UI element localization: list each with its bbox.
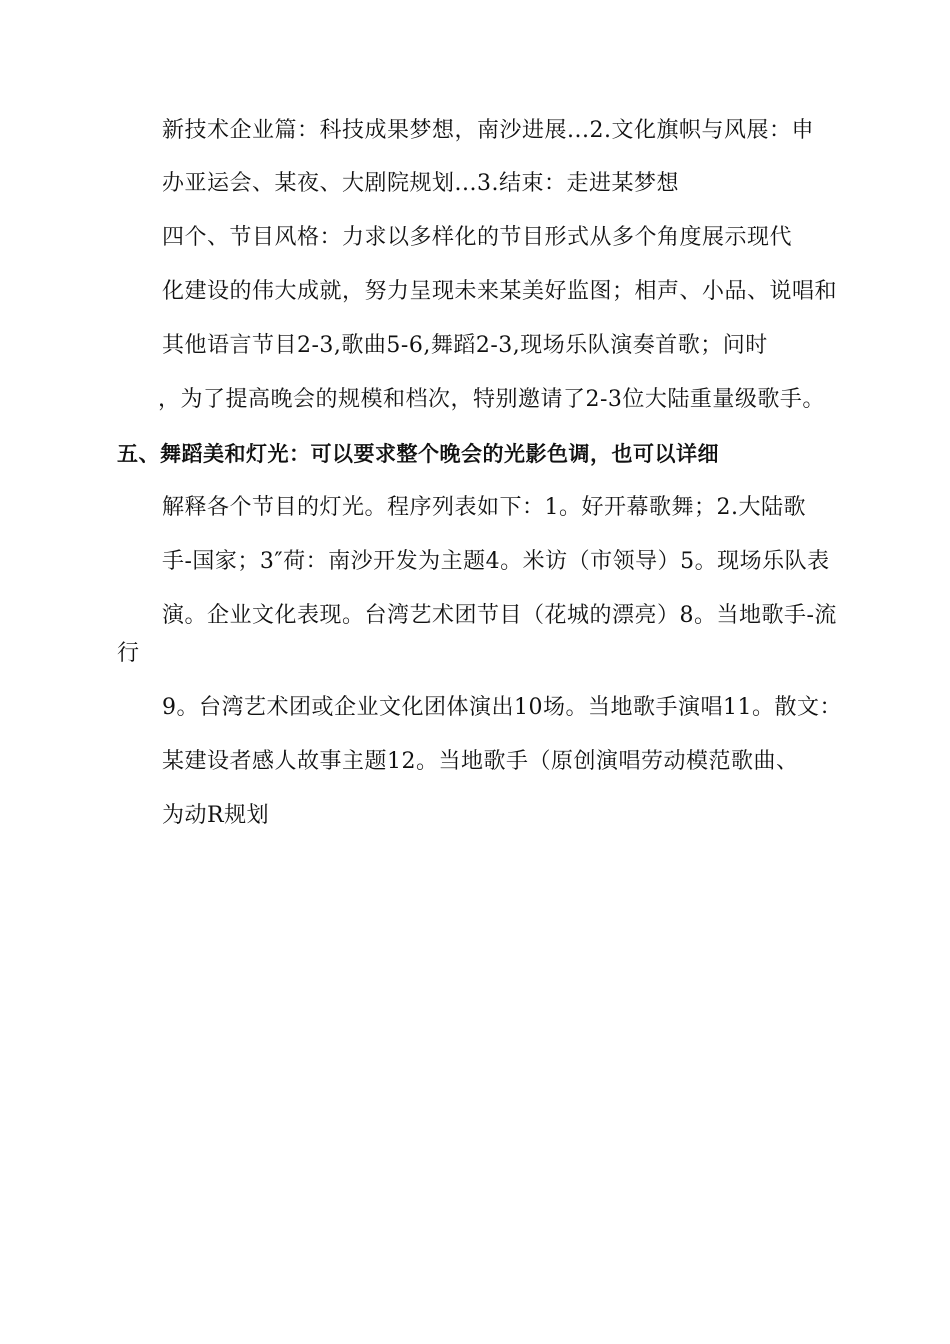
text-line-1: 新技术企业篇：科技成果梦想，南沙进展...2.文化旗帜与风展：申 bbox=[162, 118, 814, 143]
text-line-14: 为动R规划 bbox=[162, 803, 270, 828]
text-line-13: 某建设者感人故事主题12。当地歌手（原创演唱劳动模范歌曲、 bbox=[162, 749, 799, 774]
text-line-8: 解释各个节目的灯光。程序列表如下：1。好开幕歌舞；2.大陆歌 bbox=[162, 495, 806, 520]
text-line-5: 其他语言节目2-3,歌曲5-6,舞蹈2-3,现场乐队演奏首歌；问时 bbox=[162, 333, 768, 358]
text-line-10: 演。企业文化表现。台湾艺术团节目（花城的漂亮）8。当地歌手-流 bbox=[162, 603, 837, 628]
section-heading: 五、舞蹈美和灯光：可以要求整个晚会的光影色调，也可以详细 bbox=[117, 442, 719, 466]
text-line-2: 办亚运会、某夜、大剧院规划...3.结束：走进某梦想 bbox=[162, 171, 679, 196]
text-line-11: 行 bbox=[117, 641, 140, 666]
text-line-12: 9。台湾艺术团或企业文化团体演出10场。当地歌手演唱11。散文： bbox=[162, 695, 842, 720]
text-line-9: 手-国家；3″荷：南沙开发为主题4。米访（市领导）5。现场乐队表 bbox=[162, 549, 830, 574]
text-line-4: 化建设的伟大成就，努力呈现未来某美好监图；相声、小品、说唱和 bbox=[162, 279, 838, 304]
text-line-3: 四个、节目风格：力求以多样化的节目形式从多个角度展示现代 bbox=[162, 225, 793, 250]
text-line-6: ，为了提高晚会的规模和档次，特别邀请了2-3位大陆重量级歌手。 bbox=[158, 387, 825, 412]
